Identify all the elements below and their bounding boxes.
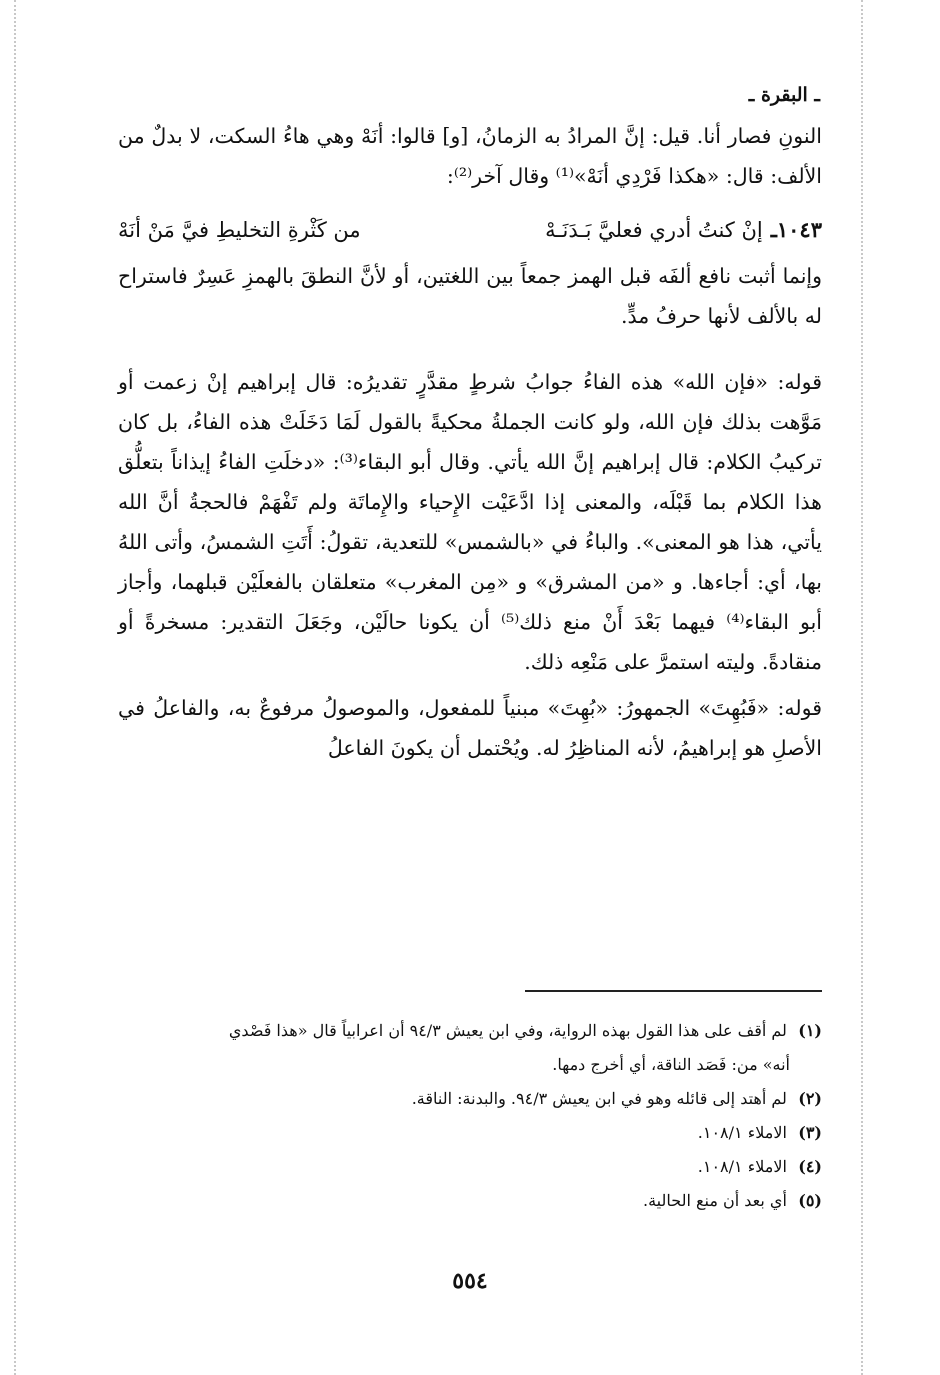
- scan-dotted-border-left: [14, 0, 16, 1375]
- verse-first-hemistich: إنْ كنتُ أدري فعليَّ بَـدَنَـهْ: [545, 218, 763, 242]
- footnote-4: [118, 1150, 822, 1184]
- footnotes: [118, 1014, 822, 1218]
- footnote-separator: [525, 990, 822, 992]
- footnote-text: أي بعد أن منع الحالية.: [643, 1191, 787, 1210]
- footnote-3: [118, 1116, 822, 1150]
- paragraph-3: قوله: «فإن الله» هذه الفاءُ جوابُ شرطٍ مقدَّرٍ تقديرُه: قال إبراهيم إنْ زعمت أو مَوَّهت بذلك فإن الله، ولو كانت الجملةُ محكيةً بالقول لَمَا دَخَلَتْ هذه الفاءُ، بل كان تركيبُ الكلام: قال إبراهيم إنَّ الله يأتي. وقال أبو البقاء⁽³⁾: «دخلَتِ الفاءُ إيذاناً بتعلُّق هذا الكلام بما قَبْلَه، والمعنى إذا ادَّعَيْت الإِحياء والإِماتَة ولم تَفْهَمْ فالحجةُ أنَّ الله يأتي، هذا هو المعنى». والباءُ في «بالشمس» للتعدية، تقولُ: أَتَتِ الشمسُ، وأتى اللهُ بها، أي: أجاءها. و «من المشرق» و «مِن المغرب» متعلقان بالفعلَيْن قبلهما، وأجاز أبو البقاء⁽⁴⁾ فيهما بَعْدَ أَنْ منع ذلك⁽⁵⁾ أن يكونا حالَيْن، وجَعَلَ التقدير: مسخرةً أو منقادةً. وليته استمرَّ على مَنْعِه ذلك.: [118, 370, 822, 674]
- paragraph-4: قوله: «فَبُهِتَ» الجمهورُ: «بُهِتَ» مبنياً للمفعول، والموصولُ مرفوعٌ به، والفاعلُ في الأصلِ هو إبراهيمُ، لأنه المناظِرُ له. ويُحْتمل أن يكونَ الفاعلُ: [118, 696, 822, 760]
- footnote-1: [118, 1014, 822, 1048]
- footnote-text: لم أقف على هذا القول بهذه الرواية، وفي ابن يعيش ٩٤/٣ أن اعرابياً قال «هذا فَصْدي: [228, 1021, 787, 1040]
- footnote-text: الاملاء ١٠٨/١.: [697, 1157, 787, 1176]
- footnote-text: الاملاء ١٠٨/١.: [697, 1123, 787, 1142]
- scan-dotted-border-right: [861, 0, 863, 1375]
- paragraph-1: النونِ فصار أنا. قيل: إنَّ المرادُ به الزمانُ، [و] قالوا: أنَهْ وهي هاءُ السكت، لا بدلٌ من الألف: قال: «هكذا فَرْدِي أنَهْ»⁽¹⁾ وقال آخر⁽²⁾:: [118, 124, 822, 188]
- running-header: ـ البقرة ـ: [748, 84, 820, 106]
- footnote-number: (٣): [798, 1123, 822, 1142]
- verse-number: ١٠٤٣ـ: [770, 217, 822, 242]
- main-text: [118, 116, 822, 768]
- footnote-number: (٢): [798, 1089, 822, 1108]
- verse-second-hemistich: من كَثْرةِ التخليطِ فيَّ مَنْ أنَهْ: [118, 218, 361, 242]
- poetry-verse: [118, 210, 822, 250]
- paragraph-2: وإنما أثبت نافع ألفَه قبل الهمز جمعاً بين اللغتين، أو لأنَّ النطقَ بالهمزِ عَسِرٌ فاستراح له بالألف لأنها حرفُ مدٍّ.: [118, 264, 822, 328]
- footnote-1-continuation: أنه» من: فَصَد الناقة، أي أخرج دمها.: [552, 1055, 790, 1074]
- footnote-number: (١): [798, 1021, 822, 1040]
- footnote-text: لم أهتد إلى قائله وهو في ابن يعيش ٩٤/٣. والبدنة: الناقة.: [411, 1089, 787, 1108]
- footnote-5: [118, 1184, 822, 1218]
- footnote-number: (٥): [798, 1191, 822, 1210]
- footnote-2: [118, 1082, 822, 1116]
- footnote-number: (٤): [798, 1157, 822, 1176]
- page-number: ٥٥٤: [452, 1268, 488, 1294]
